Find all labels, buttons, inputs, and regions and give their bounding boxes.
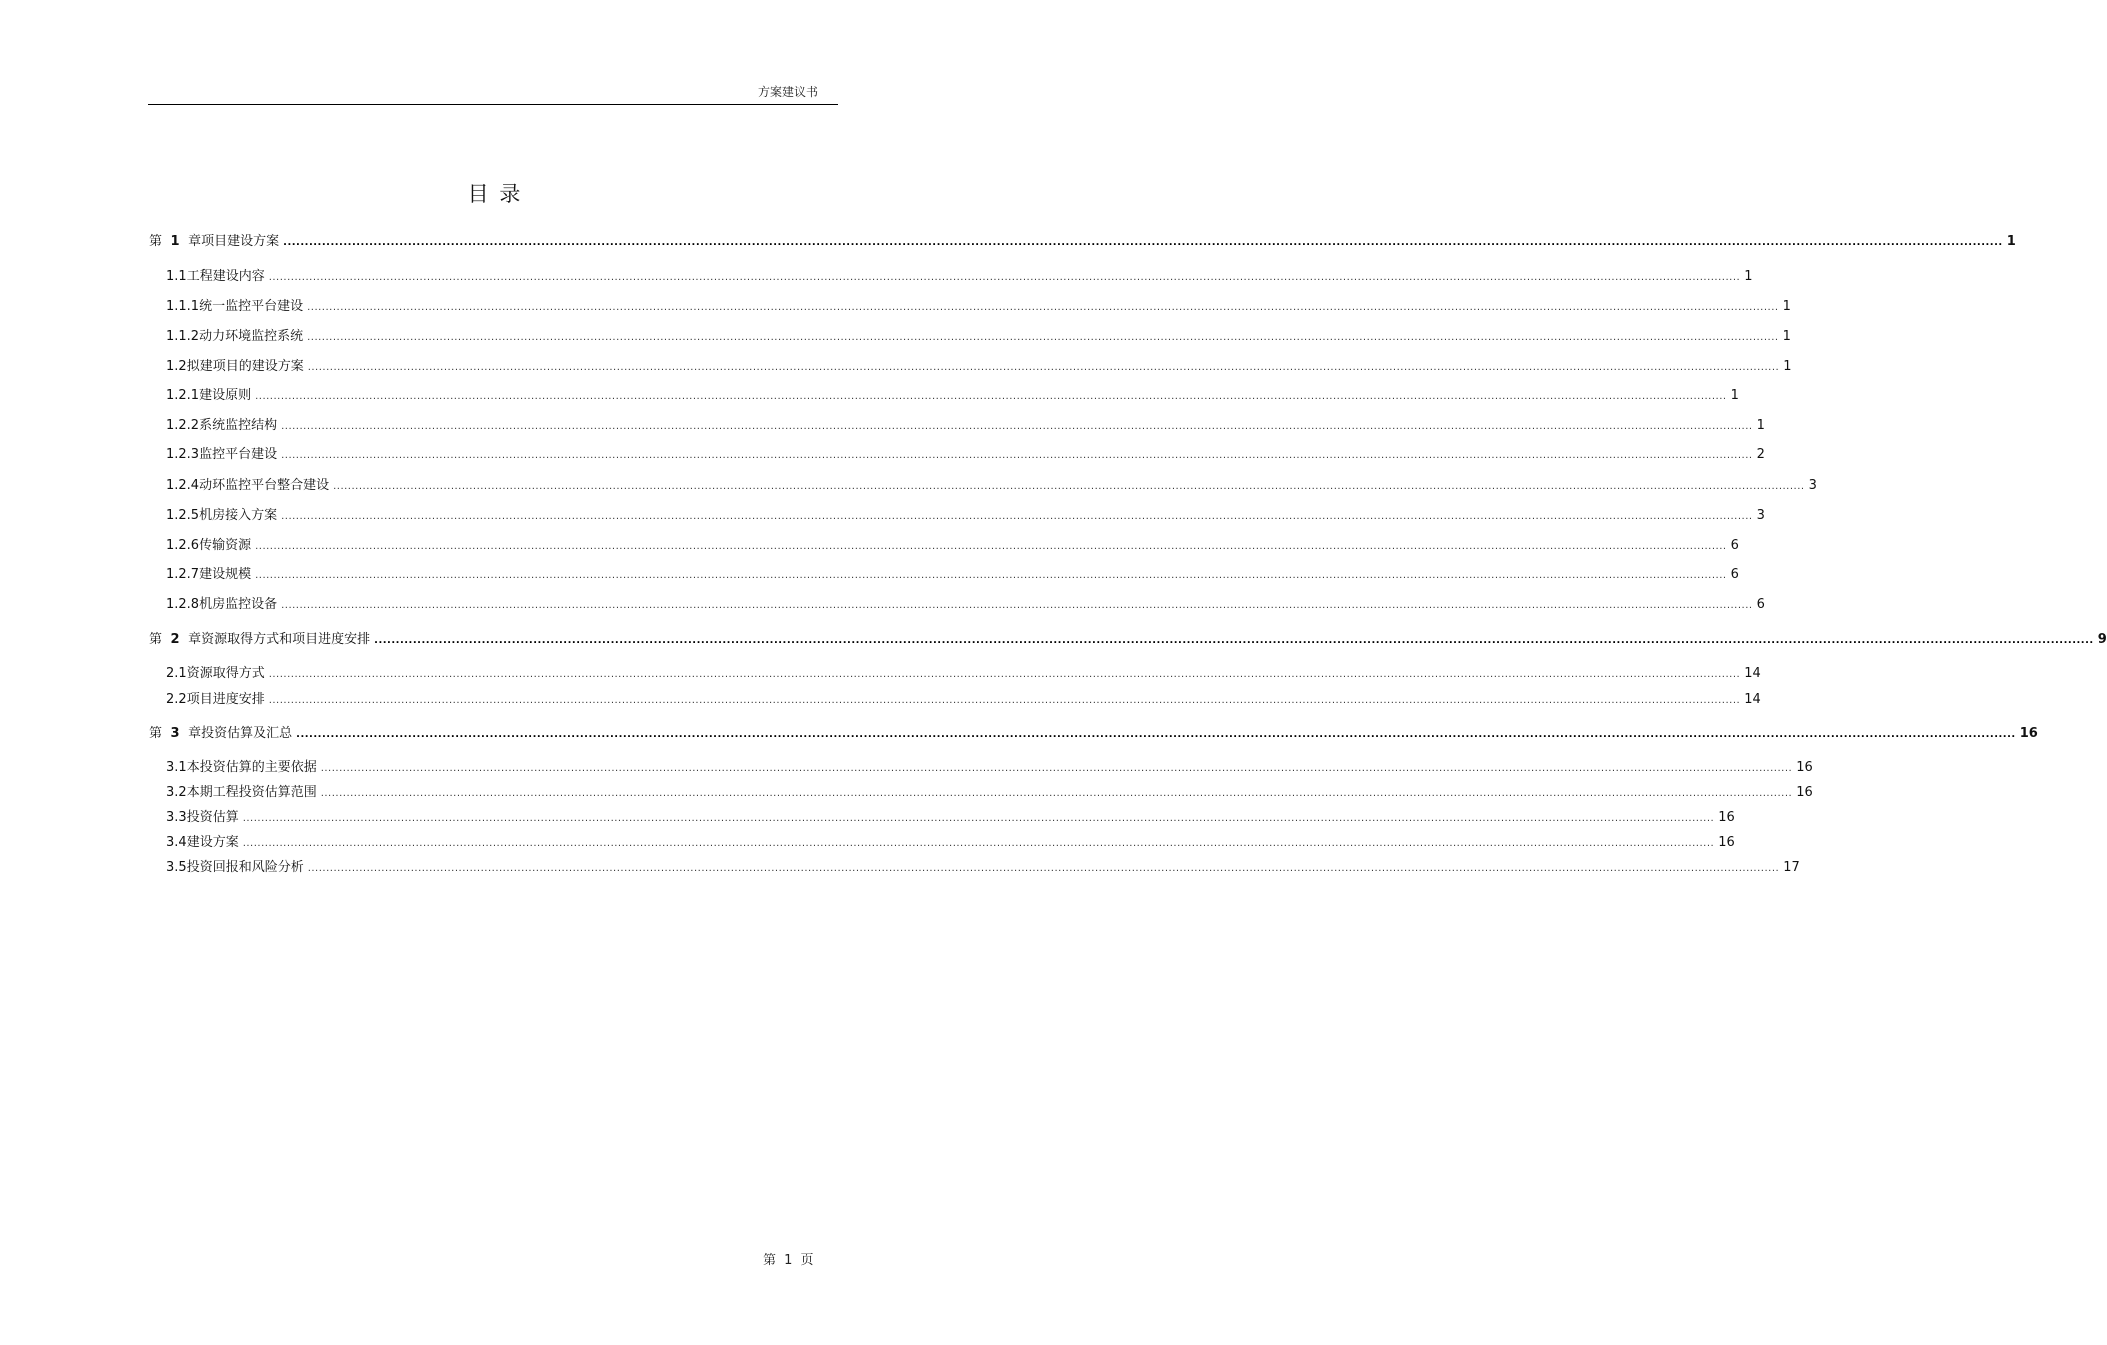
chapter-prefix: 第 — [149, 632, 163, 647]
toc-entry-label: 投资回报和风险分析 — [186, 860, 304, 875]
toc-entry-number: 3.5 — [166, 860, 187, 875]
toc-chapter-entry[interactable] — [149, 230, 2016, 250]
toc-section-entry[interactable] — [166, 806, 1735, 826]
toc-entry-label: 资源取得方式 — [186, 666, 265, 681]
chapter-number: 2 — [166, 632, 185, 647]
toc-entry-number — [149, 230, 201, 249]
toc-section-entry[interactable] — [166, 414, 1765, 434]
toc-entry-page: 1 — [1756, 418, 1765, 433]
toc-entry-number: 1.1.2 — [166, 329, 200, 344]
toc-entry-page: 16 — [1796, 760, 1813, 775]
toc-section-entry[interactable] — [166, 781, 1813, 801]
toc-section-entry[interactable] — [166, 534, 1739, 554]
toc-entry-label: 项目进度安排 — [186, 692, 265, 707]
toc-entry-label: 本期工程投资估算范围 — [186, 785, 317, 800]
toc-entry-page: 16 — [1718, 835, 1735, 850]
toc-section-entry[interactable] — [166, 504, 1765, 524]
toc-dot-leader: ................................................................................................................................................................................................................................................................................................................................................................................................................ — [374, 635, 2094, 646]
toc-entry-label: 投资估算 — [186, 810, 239, 825]
toc-entry-number — [149, 722, 201, 741]
toc-entry-number: 1.2.2 — [166, 418, 200, 433]
toc-dot-leader: ................................................................................................................................................................................................................................................................................................................................................................................................................ — [242, 813, 1715, 824]
toc-entry-number: 1.2 — [166, 359, 187, 374]
toc-dot-leader: ................................................................................................................................................................................................................................................................................................................................................................................................................ — [268, 669, 1741, 680]
toc-entry-page: 1 — [1782, 299, 1791, 314]
chapter-number: 1 — [166, 234, 185, 249]
toc-section-entry[interactable] — [166, 265, 1753, 285]
toc-entry-page: 1 — [1744, 269, 1753, 284]
toc-entry-page: 17 — [1783, 860, 1800, 875]
toc-entry-label: 系统监控结构 — [199, 418, 278, 433]
toc-entry-page: 9 — [2097, 632, 2107, 647]
toc-entry-page: 6 — [1730, 538, 1739, 553]
toc-entry-number: 1.2.5 — [166, 508, 200, 523]
toc-section-entry[interactable] — [166, 295, 1791, 315]
toc-dot-leader: ................................................................................................................................................................................................................................................................................................................................................................................................................ — [281, 511, 1753, 522]
toc-entry-label: 工程建设内容 — [186, 269, 265, 284]
toc-entry-page: 16 — [1796, 785, 1813, 800]
chapter-suffix: 章 — [188, 234, 202, 249]
toc-entry-label: 机房监控设备 — [199, 597, 278, 612]
toc-dot-leader: ................................................................................................................................................................................................................................................................................................................................................................................................................ — [320, 788, 1793, 799]
toc-entry-label: 传输资源 — [199, 538, 252, 553]
toc-dot-leader: ................................................................................................................................................................................................................................................................................................................................................................................................................ — [307, 302, 1779, 313]
toc-entry-page: 6 — [1730, 567, 1739, 582]
toc-entry-number: 1.2.8 — [166, 597, 200, 612]
toc-entry-page: 16 — [1718, 810, 1735, 825]
toc-dot-leader: ................................................................................................................................................................................................................................................................................................................................................................................................................ — [333, 481, 1805, 492]
toc-section-entry[interactable] — [166, 593, 1765, 613]
toc-dot-leader: ................................................................................................................................................................................................................................................................................................................................................................................................................ — [307, 362, 1780, 373]
toc-dot-leader: ................................................................................................................................................................................................................................................................................................................................................................................................................ — [255, 391, 1727, 402]
toc-entry-number: 3.4 — [166, 835, 187, 850]
toc-dot-leader: ................................................................................................................................................................................................................................................................................................................................................................................................................ — [281, 450, 1753, 461]
toc-entry-label: 拟建项目的建设方案 — [186, 359, 304, 374]
toc-section-entry[interactable] — [166, 325, 1791, 345]
toc-section-entry[interactable] — [166, 662, 1761, 682]
toc-dot-leader: ................................................................................................................................................................................................................................................................................................................................................................................................................ — [268, 695, 1741, 706]
toc-entry-page: 14 — [1744, 692, 1761, 707]
toc-entry-number: 3.3 — [166, 810, 187, 825]
toc-entry-number: 2.1 — [166, 666, 187, 681]
toc-dot-leader: ................................................................................................................................................................................................................................................................................................................................................................................................................ — [307, 863, 1780, 874]
toc-entry-label: 监控平台建设 — [199, 447, 278, 462]
toc-section-entry[interactable] — [166, 688, 1761, 708]
toc-entry-number: 1.1.1 — [166, 299, 200, 314]
toc-section-entry[interactable] — [166, 756, 1813, 776]
toc-entry-page: 2 — [1756, 447, 1765, 462]
toc-entry-page: 6 — [1756, 597, 1765, 612]
toc-entry-label: 建设规模 — [199, 567, 252, 582]
toc-dot-leader: ................................................................................................................................................................................................................................................................................................................................................................................................................ — [296, 729, 2016, 740]
toc-section-entry[interactable] — [166, 443, 1765, 463]
toc-chapter-entry[interactable] — [149, 628, 2107, 648]
toc-entry-label: 动力环境监控系统 — [199, 329, 304, 344]
toc-entry-page: 1 — [1782, 329, 1791, 344]
toc-entry-number: 1.2.4 — [166, 478, 200, 493]
toc-entry-label: 机房接入方案 — [199, 508, 278, 523]
toc-entry-number: 1.2.7 — [166, 567, 200, 582]
toc-entry-page: 3 — [1808, 478, 1817, 493]
toc-entry-page: 1 — [1730, 388, 1739, 403]
toc-dot-leader: ................................................................................................................................................................................................................................................................................................................................................................................................................ — [255, 570, 1727, 581]
toc-dot-leader: ................................................................................................................................................................................................................................................................................................................................................................................................................ — [283, 237, 2003, 248]
toc-entry-label: 统一监控平台建设 — [199, 299, 304, 314]
toc-dot-leader: ................................................................................................................................................................................................................................................................................................................................................................................................................ — [307, 332, 1779, 343]
toc-entry-number: 1.2.6 — [166, 538, 200, 553]
toc-dot-leader: ................................................................................................................................................................................................................................................................................................................................................................................................................ — [320, 763, 1793, 774]
page-number-footer: 第 1 页 — [763, 1253, 816, 1268]
chapter-prefix: 第 — [149, 726, 163, 741]
toc-entry-number: 2.2 — [166, 692, 187, 707]
toc-entry-number: 3.2 — [166, 785, 187, 800]
toc-section-entry[interactable] — [166, 831, 1735, 851]
toc-dot-leader: ................................................................................................................................................................................................................................................................................................................................................................................................................ — [255, 541, 1727, 552]
toc-dot-leader: ................................................................................................................................................................................................................................................................................................................................................................................................................ — [281, 421, 1753, 432]
toc-entry-number: 1.1 — [166, 269, 187, 284]
toc-entry-page: 3 — [1756, 508, 1765, 523]
toc-section-entry[interactable] — [166, 856, 1800, 876]
toc-entry-label: 资源取得方式和项目进度安排 — [201, 632, 371, 647]
toc-entry-page: 16 — [2019, 726, 2038, 741]
toc-entry-page: 1 — [2006, 234, 2016, 249]
toc-entry-label: 动环监控平台整合建设 — [199, 478, 330, 493]
toc-entry-number: 3.1 — [166, 760, 187, 775]
chapter-number: 3 — [166, 726, 185, 741]
toc-section-entry[interactable] — [166, 355, 1792, 375]
chapter-suffix: 章 — [188, 726, 202, 741]
toc-dot-leader: ................................................................................................................................................................................................................................................................................................................................................................................................................ — [268, 272, 1741, 283]
chapter-suffix: 章 — [188, 632, 202, 647]
toc-entry-number — [149, 628, 201, 647]
toc-title: 目 录 — [467, 182, 523, 206]
chapter-prefix: 第 — [149, 234, 163, 249]
toc-entry-page: 14 — [1744, 666, 1761, 681]
toc-entry-label: 建设方案 — [186, 835, 239, 850]
toc-entry-label: 本投资估算的主要依据 — [186, 760, 317, 775]
toc-entry-label: 投资估算及汇总 — [201, 726, 293, 741]
toc-entry-page: 1 — [1783, 359, 1792, 374]
toc-dot-leader: ................................................................................................................................................................................................................................................................................................................................................................................................................ — [281, 600, 1753, 611]
toc-entry-number: 1.2.1 — [166, 388, 200, 403]
page-header-title: 方案建议书 — [757, 85, 818, 99]
toc-chapter-entry[interactable] — [149, 722, 2038, 742]
toc-dot-leader: ................................................................................................................................................................................................................................................................................................................................................................................................................ — [242, 838, 1715, 849]
toc-section-entry[interactable] — [166, 384, 1739, 404]
toc-entry-label: 项目建设方案 — [201, 234, 280, 249]
toc-entry-number: 1.2.3 — [166, 447, 200, 462]
toc-entry-label: 建设原则 — [199, 388, 252, 403]
toc-section-entry[interactable] — [166, 563, 1739, 583]
toc-section-entry[interactable] — [166, 474, 1817, 494]
